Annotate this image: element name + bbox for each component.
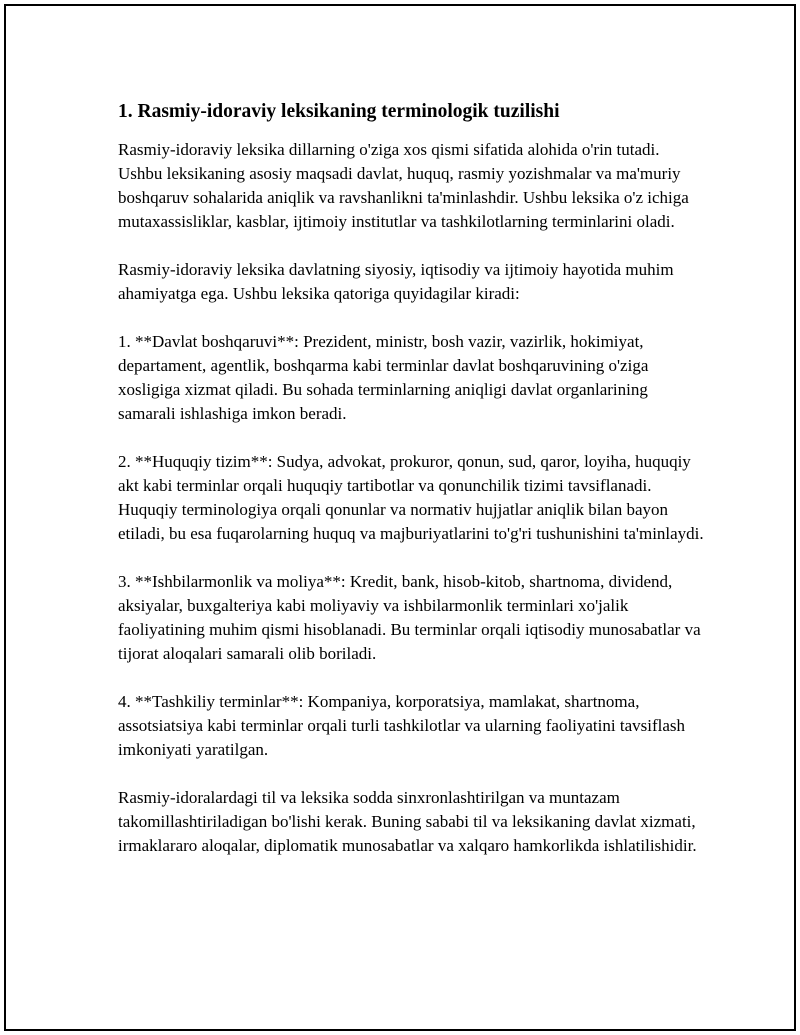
- page-frame: [4, 4, 796, 1031]
- section-heading: 1. Rasmiy-idoraviy leksikaning terminologik tuzilishi: [118, 101, 560, 122]
- document-body: [118, 98, 708, 882]
- list-item-huquqiy-tizim: 2. **Huquqiy tizim**: Sudya, advokat, prokuror, qonun, sud, qaror, loyiha, huquqiy akt kabi terminlar orqali huquqiy tartibotlar va qonunchilik tizimi tavsiflanadi. Huquqiy terminologiya orqali qonunlar va normativ hujjatlar aniqlik bilan bayon etiladi, bu esa fuqarolarning huquq va majburiyatlarini to'g'ri tushunishini ta'minlaydi.: [118, 452, 704, 543]
- paragraph-intro: Rasmiy-idoraviy leksika dillarning o'ziga xos qismi sifatida alohida o'rin tutadi. Ushbu leksikaning asosiy maqsadi davlat, huquq, rasmiy yozishmalar va ma'muriy boshqaruv sohalarida aniqlik va ravshanlikni ta'minlashdir. Ushbu leksika o'z ichiga mutaxassisliklar, kasblar, ijtimoiy institutlar va tashkilotlarning terminlarini oladi.: [118, 140, 689, 231]
- list-item-ishbilarmonlik-va-moliya: 3. **Ishbilarmonlik va moliya**: Kredit, bank, hisob-kitob, shartnoma, dividend, aksiyalar, buxgalteriya kabi moliyaviy va ishbilarmonlik terminlari xo'jalik faoliyatining muhim qismi hisoblanadi. Bu terminlar orqali iqtisodiy munosabatlar va tijorat aloqalari samarali olib boriladi.: [118, 572, 701, 663]
- list-item-tashkiliy-terminlar: 4. **Tashkiliy terminlar**: Kompaniya, korporatsiya, mamlakat, shartnoma, assotsiatsiya kabi terminlar orqali turli tashkilotlar va ularning faoliyatini tavsiflash imkoniyati yaratilgan.: [118, 692, 686, 759]
- paragraph-importance: Rasmiy-idoraviy leksika davlatning siyosiy, iqtisodiy va ijtimoiy hayotida muhim ahamiyatga ega. Ushbu leksika qatoriga quyidagilar kiradi:: [118, 260, 674, 303]
- list-item-davlat-boshqaruvi: 1. **Davlat boshqaruvi**: Prezident, ministr, bosh vazir, vazirlik, hokimiyat, departament, agentlik, boshqarma kabi terminlar davlat boshqaruvining o'ziga xosligiga xizmat qiladi. Bu sohada terminlarning aniqligi davlat organlarining samarali ishlashiga imkon beradi.: [118, 332, 649, 423]
- paragraph-conclusion: Rasmiy-idoralardagi til va leksika sodda sinxronlashtirilgan va muntazam takomillashtiriladigan bo'lishi kerak. Buning sababi til va leksikaning davlat xizmati, irmaklararo aloqalar, diplomatik munosabatlar va xalqaro hamkorlikda ishlatilishidir.: [118, 788, 697, 855]
